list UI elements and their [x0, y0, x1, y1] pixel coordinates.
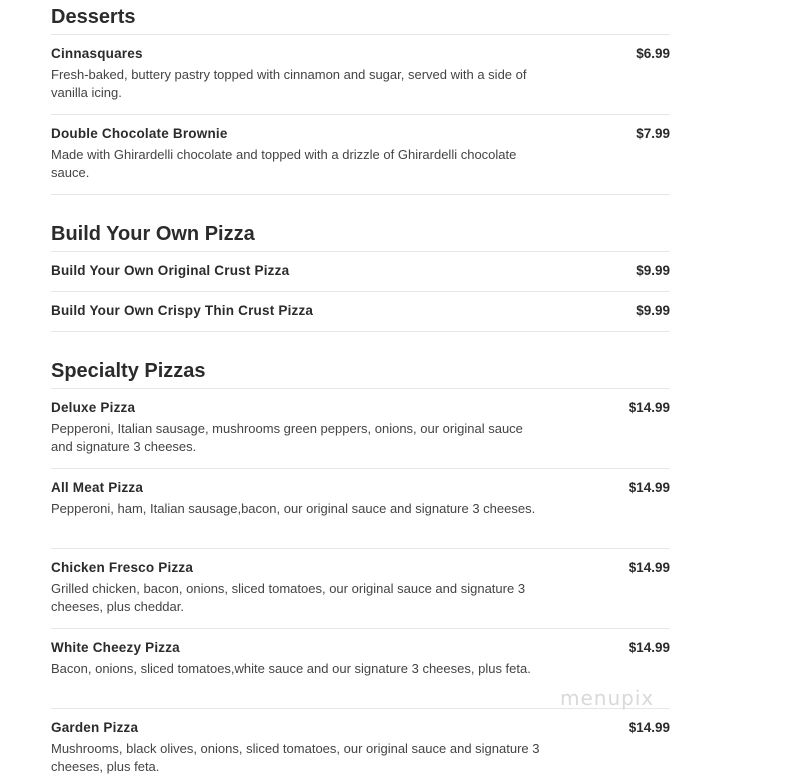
item-name: Garden Pizza: [51, 720, 139, 735]
item-price: $14.99: [628, 640, 670, 655]
item-description: Pepperoni, ham, Italian sausage,bacon, our original sauce and signature 3 cheeses.: [51, 501, 536, 516]
item-description: Bacon, onions, sliced tomatoes,white sauce and our signature 3 cheeses, plus feta.: [51, 661, 531, 676]
item-price: $14.99: [628, 400, 670, 415]
menu-item-deluxe-pizza: [51, 389, 670, 469]
item-price: $14.99: [628, 720, 670, 735]
item-name: White Cheezy Pizza: [51, 640, 180, 655]
item-description: Mushrooms, black olives, onions, sliced tomatoes, our original sauce and signature 3 cheeses, plus feta.: [51, 741, 540, 774]
item-price: $14.99: [628, 560, 670, 575]
section-build-your-own-pizza: [51, 217, 670, 332]
section-title: Build Your Own Pizza: [51, 217, 670, 252]
menu-item-original-crust: [51, 252, 670, 292]
item-description: Fresh-baked, buttery pastry topped with cinnamon and sugar, served with a side of vanilla icing.: [51, 67, 527, 100]
item-price: $9.99: [636, 303, 670, 318]
item-name: Cinnasquares: [51, 46, 143, 61]
item-name: Build Your Own Original Crust Pizza: [51, 263, 290, 278]
item-description: Made with Ghirardelli chocolate and topped with a drizzle of Ghirardelli chocolate sauce.: [51, 147, 517, 180]
menu-item-crispy-thin-crust: [51, 292, 670, 332]
section-title: Desserts: [51, 0, 670, 35]
section-title: Specialty Pizzas: [51, 354, 670, 389]
section-desserts: [51, 0, 670, 195]
item-description: Grilled chicken, bacon, onions, sliced tomatoes, our original sauce and signature 3 cheeses, plus cheddar.: [51, 581, 526, 614]
section-specialty-pizzas: [51, 354, 670, 780]
item-price: $6.99: [636, 46, 670, 61]
menu-item-chicken-fresco-pizza: [51, 549, 670, 629]
menu-item-cinnasquares: [51, 35, 670, 115]
item-price: $7.99: [636, 126, 670, 141]
item-name: All Meat Pizza: [51, 480, 144, 495]
item-description: Pepperoni, Italian sausage, mushrooms green peppers, onions, our original sauce and signature 3 cheeses.: [51, 421, 523, 454]
menu: [51, 0, 670, 780]
item-name: Chicken Fresco Pizza: [51, 560, 194, 575]
menu-item-garden-pizza: [51, 709, 670, 780]
menu-item-all-meat-pizza: [51, 469, 670, 549]
menupix-watermark: menupix: [560, 686, 655, 710]
item-price: $9.99: [636, 263, 670, 278]
item-price: $14.99: [628, 480, 670, 495]
menu-item-double-chocolate-brownie: [51, 115, 670, 195]
item-name: Build Your Own Crispy Thin Crust Pizza: [51, 303, 314, 318]
item-name: Double Chocolate Brownie: [51, 126, 228, 141]
item-name: Deluxe Pizza: [51, 400, 136, 415]
